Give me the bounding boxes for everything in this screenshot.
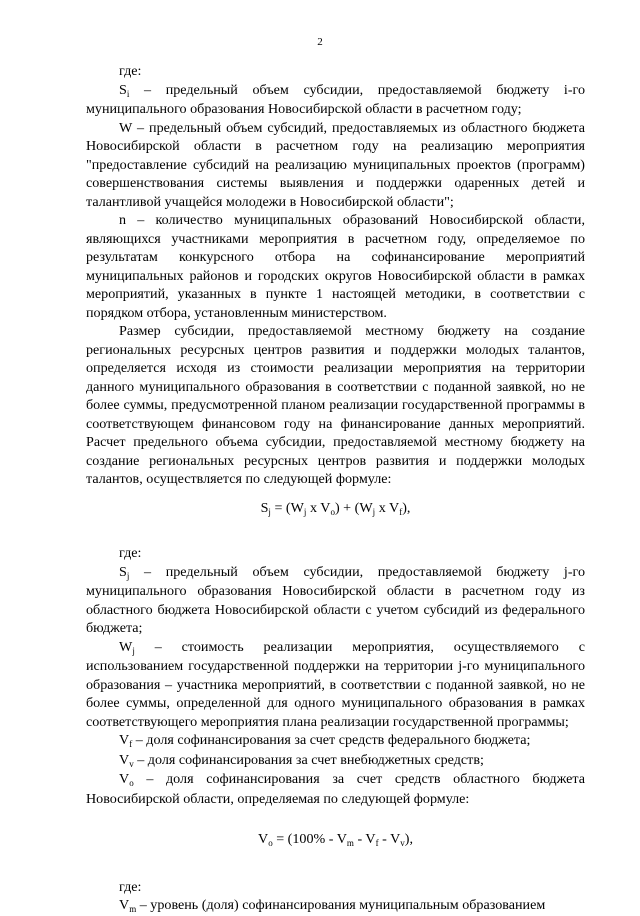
formula-sj: $S_j = (W_j$ x $V_o) + (W_j$ x $V_f$), <box>260 499 411 517</box>
where-label: где: <box>119 63 142 79</box>
subscript: v <box>129 758 134 769</box>
symbol: W <box>119 638 133 655</box>
page-number: 2 <box>317 36 323 48</box>
definition-text: – стоимость реализации мероприятия, осуществляемого с использованием государственной поддержки на территории j-го муниципального образования – участника мероприятий, в соответствии с поданной заявкой, но не более суммы, определенной для одного муниципального образования в рамках соответствующего мероприятия плана реализации государственной программы; <box>86 638 585 730</box>
subscript: m <box>129 904 137 914</box>
symbol: S <box>119 563 127 580</box>
symbol: V <box>119 771 130 787</box>
definition-vf <box>86 731 585 751</box>
definition-sj <box>86 563 585 638</box>
definition-text: – предельный объем субсидии, предоставляемой бюджету i-го муниципального образования Новосибирской области в расчетном году; <box>86 81 585 117</box>
subsidy-size-paragraph: Размер субсидии, предоставляемой местному бюджету на создание региональных ресурсных центров развития и поддержки молодых талантов, определяется исходя из стоимости реализации мероприятия на территории данного муниципального образования в соответствии с поданной заявкой, но не более суммы, предусмотренной планом реализации государственной программы в соответствующем финансовом году на финансирование данных мероприятий. Расчет предельного объема субсидии, предоставляемой местному бюджету на создание региональных ресурсных центров развития и поддержки молодых талантов, осуществляется по следующей формуле: <box>86 323 585 487</box>
symbol: S <box>119 81 127 98</box>
subscript: j <box>126 570 130 581</box>
definition-vm <box>86 896 585 916</box>
subscript: i <box>126 88 130 99</box>
definition-wj <box>86 638 585 732</box>
definition-text: – доля софинансирования за счет средств федерального бюджета; <box>132 732 531 748</box>
symbol: V <box>119 732 130 748</box>
definition-vv <box>86 751 585 771</box>
definition-w: W – предельный объем субсидий, предоставляемых из областного бюджета Новосибирской области в расчетном году на реализацию мероприятия "предоставление субсидий на реализацию муниципальных проектов (программ) совершенствования системы выявления и поддержки одаренных детей и талантливой учащейся молодежи в Новосибирской области"; <box>86 119 585 210</box>
formula-vo: $V_o = (100\% - V_m - V_f - V_v)$, <box>258 831 413 848</box>
document-body <box>86 62 585 916</box>
definition-text: – предельный объем субсидии, предоставляемой бюджету j-го муниципального образования Новосибирской области в расчетном году из областного бюджета Новосибирской области с учетом субсидий из федерального бюджета; <box>86 563 585 636</box>
definition-si <box>86 81 585 119</box>
definition-n: n – количество муниципальных образований Новосибирской области, являющихся участниками мероприятия в расчетном году, определяемое по результатам конкурсного отбора на софинансирование мероприятий муниципальных районов и городских округов Новосибирской области в рамках мероприятий, указанных в пункте 1 настоящей методики, в соответствии с порядком отбора, установленным министерством. <box>86 212 585 321</box>
symbol: V <box>119 897 130 913</box>
definition-text: – доля софинансирования за счет средств областного бюджета Новосибирской области, определяемая по следующей формуле: <box>86 771 585 807</box>
subscript: f <box>129 739 133 749</box>
subscript: o <box>129 778 134 788</box>
definition-text: – уровень (доля) софинансирования муниципальным образованием <box>136 897 546 913</box>
where-label: где: <box>119 878 142 895</box>
subscript: j <box>132 645 135 656</box>
where-label: где: <box>119 545 142 561</box>
definition-vo <box>86 770 585 808</box>
definition-text: – доля софинансирования за счет внебюджетных средств; <box>133 751 484 768</box>
symbol: V <box>119 751 130 768</box>
